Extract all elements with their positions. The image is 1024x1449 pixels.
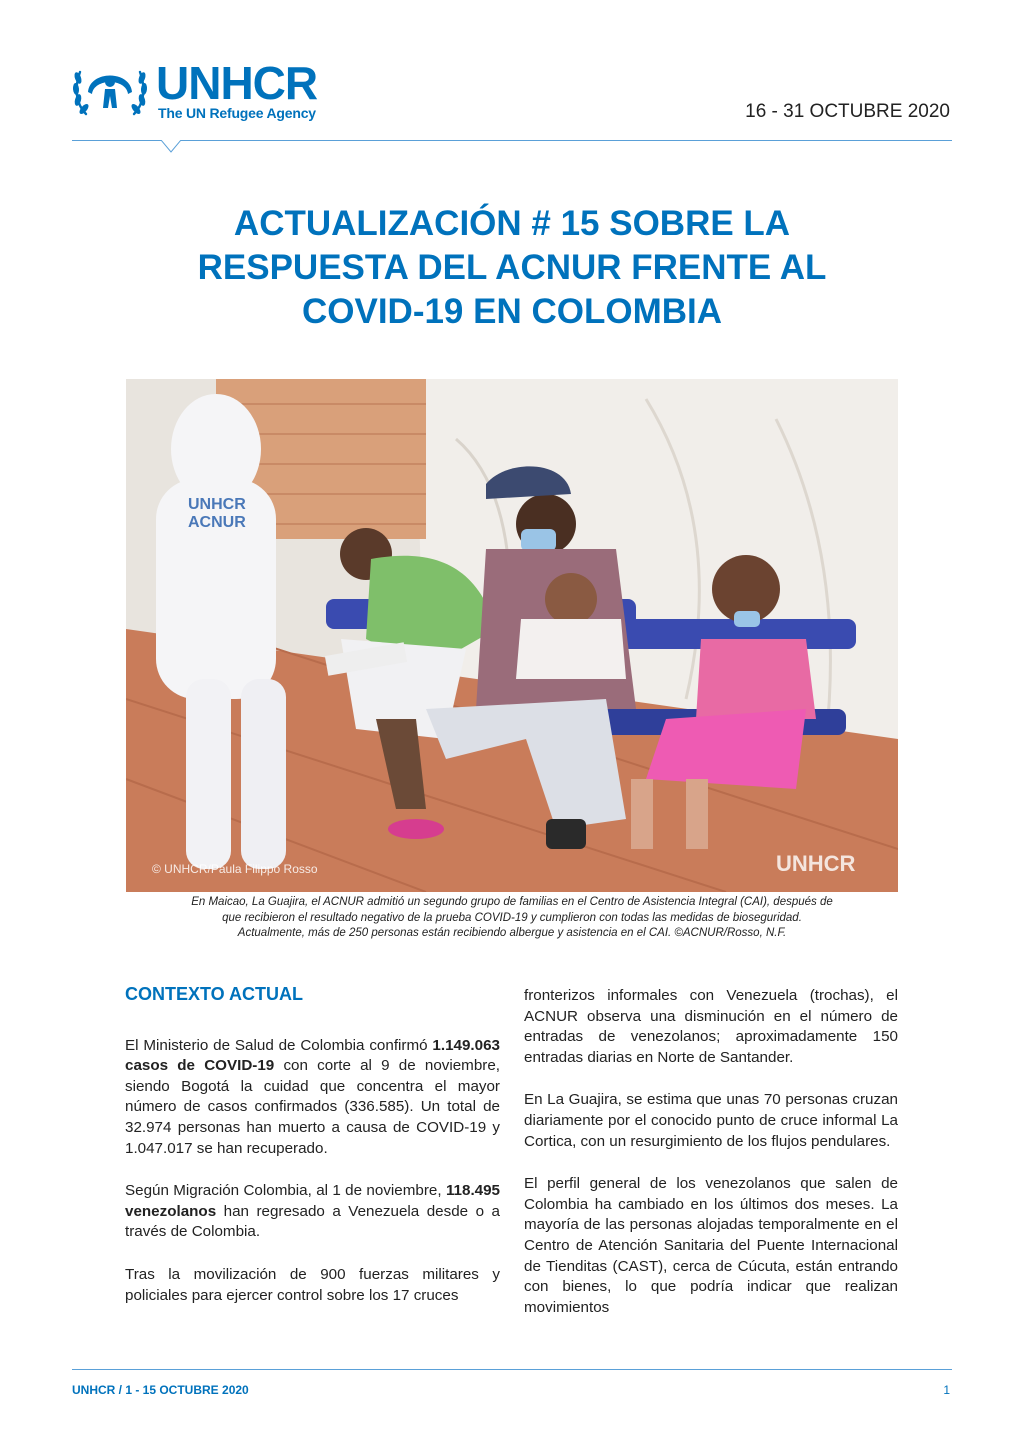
caption-line-1: En Maicao, La Guajira, el ACNUR admitió un segundo grupo de familias en el Centro de Asistencia Integral (CAI), después de <box>191 896 833 908</box>
logo-subtitle: The UN Refugee Agency <box>158 105 316 121</box>
suit-text-acnur: ACNUR <box>188 514 246 531</box>
feature-photo <box>126 379 898 892</box>
bold-cases: 1.149.063 casos de COVID-19 <box>125 1036 500 1075</box>
caption-line-2: que recibieron el resultado negativo de la prueba COVID-19 y cumplieron con todas las medidas de bioseguridad. <box>222 911 802 924</box>
photo-caption <box>118 895 906 942</box>
paragraph-perfil: El perfil general de los venezolanos que salen de Colombia ha cambiado en los últimos dos meses. La mayoría de las personas alojadas temporalmente en el Centro de Atención Sanitaria del Puente Internacional de Tienditas (CAST), cerca de Cúcuta, están entrando con bienes, lo que podría indicar que realizan movimientos <box>524 1175 898 1316</box>
paragraph-text: han regresado a Venezuela desde o a través de Colombia. <box>125 1202 500 1241</box>
title-line-1: ACTUALIZACIÓN # 15 SOBRE LA <box>233 204 791 243</box>
photo-credit: © UNHCR/Paula Filippo Rosso <box>152 862 318 876</box>
photo-illustration <box>126 379 898 892</box>
header-divider-notch <box>161 140 181 154</box>
page-title <box>100 202 924 334</box>
photo-watermark: UNHCR <box>776 851 856 876</box>
logo-wordmark: UNHCR <box>156 57 318 109</box>
left-column <box>125 984 500 1328</box>
header-divider <box>72 140 952 141</box>
caption-line-3: Actualmente, más de 250 personas están recibiendo albergue y asistencia en el CAI. ©ACNUR/Rosso, N.F. <box>237 927 787 939</box>
section-heading-contexto: CONTEXTO ACTUAL <box>125 984 303 1004</box>
bold-venezolanos: 118.495 venezolanos <box>125 1182 500 1220</box>
suit-text-unhcr: UNHCR <box>188 496 246 513</box>
paragraph-text: El Ministerio de Salud de Colombia confirmó <box>125 1036 433 1054</box>
paragraph-ministerio <box>125 1036 500 1160</box>
paragraph-movilizacion: Tras la movilización de 900 fuerzas militares y policiales para ejercer control sobre los 17 cruces <box>125 1265 500 1304</box>
paragraph-text: Según Migración Colombia, al 1 de noviembre, <box>125 1182 446 1200</box>
report-date-range: 16 - 31 OCTUBRE 2020 <box>745 101 950 122</box>
paragraph-fronterizos: fronterizos informales con Venezuela (trochas), el ACNUR observa una disminución en el número de entradas de venezolanos; aproximadamente 150 entradas diarias en Norte de Santander. <box>524 987 898 1066</box>
unhcr-logo <box>72 58 352 128</box>
title-line-3: COVID-19 EN COLOMBIA <box>301 292 723 331</box>
paragraph-guajira: En La Guajira, se estima que unas 70 personas cruzan diariamente por el conocido punto de cruce informal La Cortica, con un resurgimiento de los flujos pendulares. <box>524 1091 898 1150</box>
footer-divider <box>72 1369 952 1370</box>
right-column <box>524 986 898 1340</box>
unhcr-emblem-icon <box>72 58 148 120</box>
paragraph-migracion <box>125 1181 500 1243</box>
title-line-2: RESPUESTA DEL ACNUR FRENTE AL <box>197 248 827 287</box>
paragraph-text: con corte al 9 de noviembre, siendo Bogotá la cuidad que concentra el mayor número de casos confirmados (336.585). Un total de 32.974 personas han muerto a causa de COVID-19 y 1.047.017 se han recuperado. <box>125 1057 501 1157</box>
page-number: 1 <box>943 1383 950 1397</box>
footer-label: UNHCR / 1 - 15 OCTUBRE 2020 <box>72 1383 249 1397</box>
